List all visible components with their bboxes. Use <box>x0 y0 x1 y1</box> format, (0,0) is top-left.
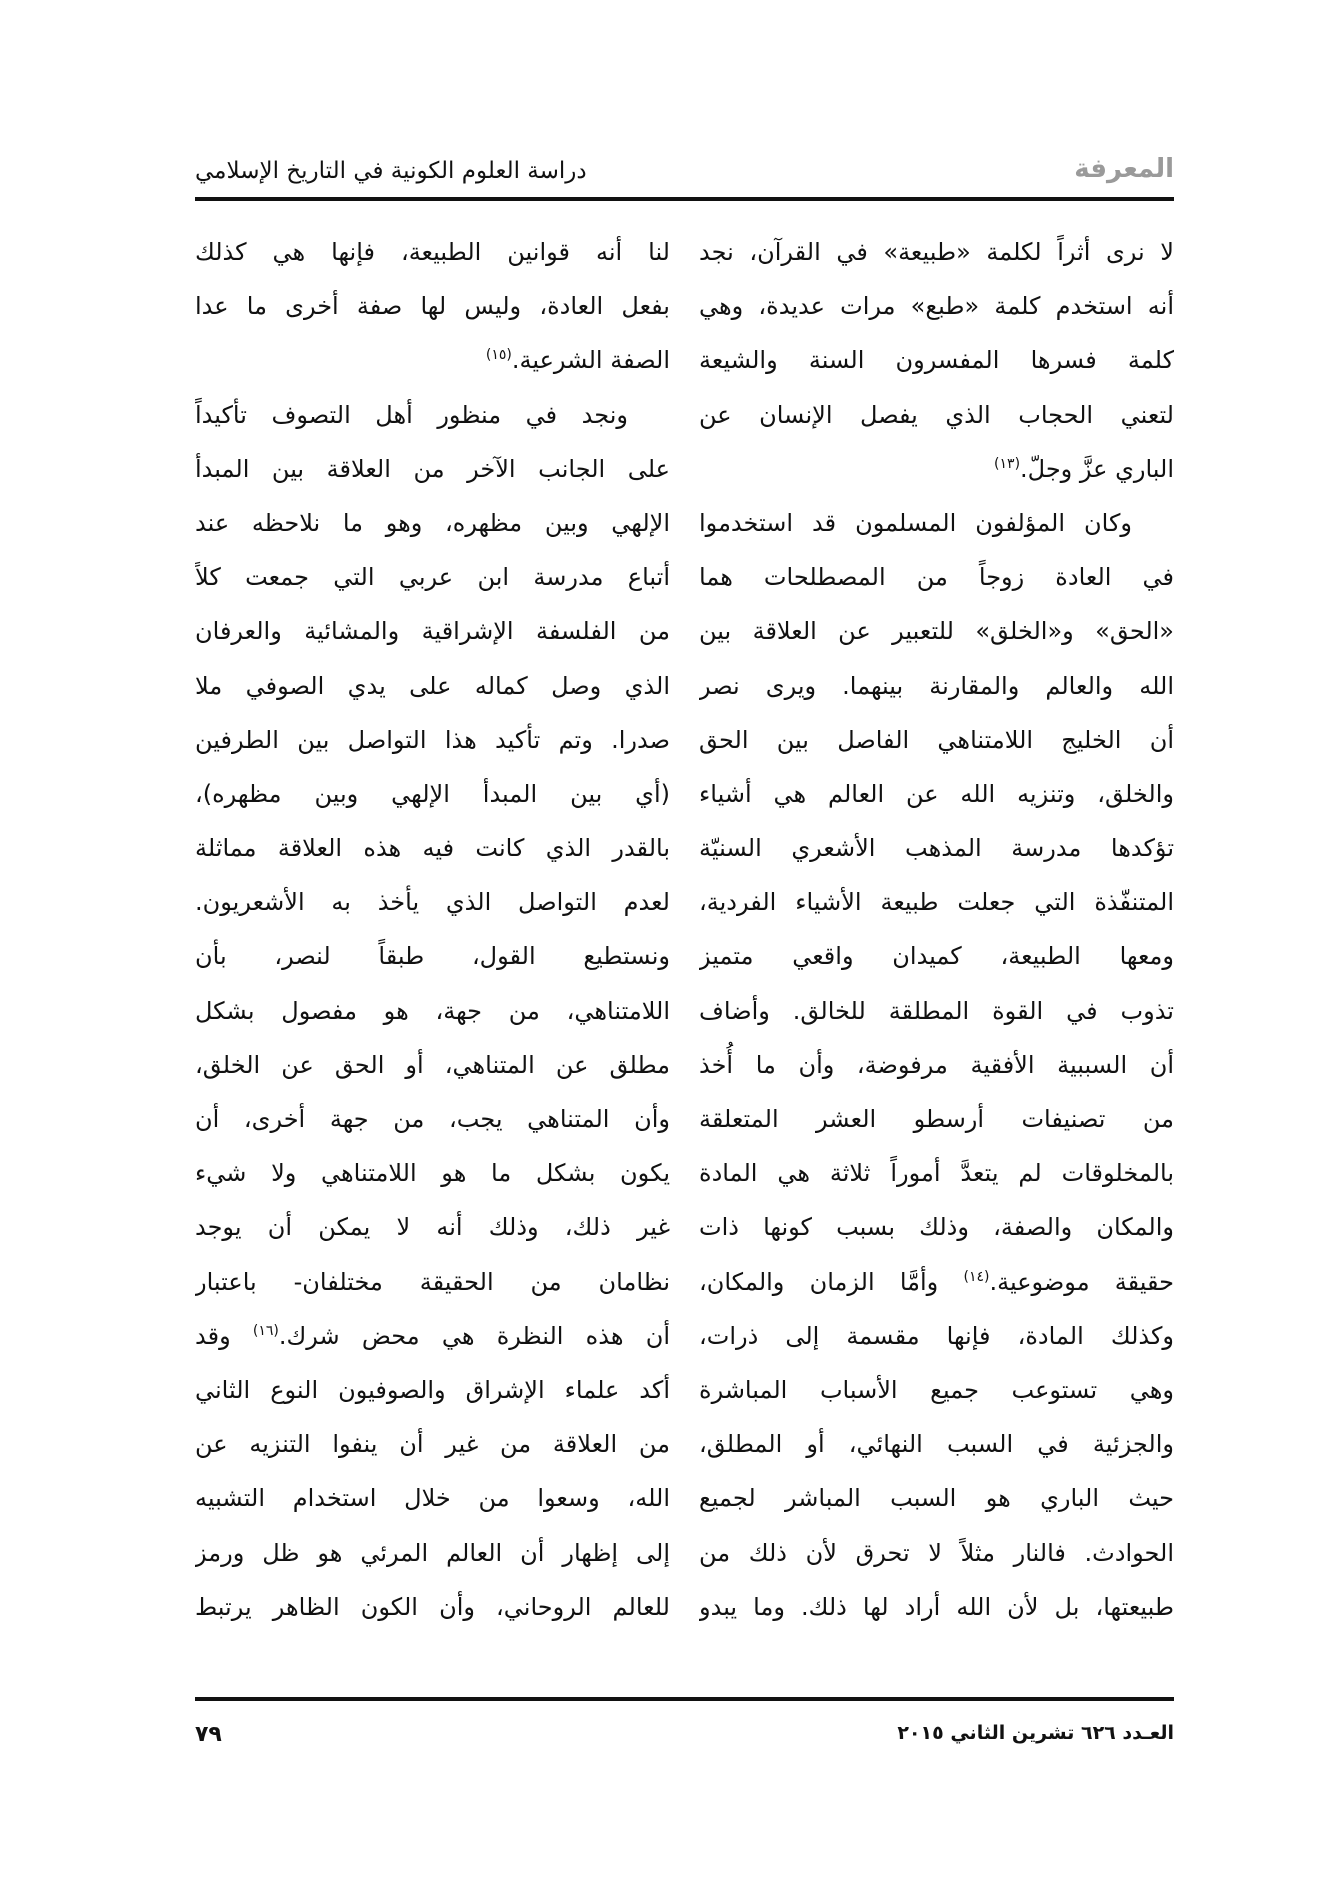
text-line <box>195 875 670 929</box>
line-text: لنا أنه قوانين الطبيعة، فإنها هي كذلك <box>195 238 670 266</box>
text-line <box>195 388 670 442</box>
line-text: وكان المؤلفون المسلمون قد استخدموا <box>699 508 1132 537</box>
text-line <box>195 1526 670 1580</box>
line-text: وأن المتناهي يجب، من جهة أخرى، أن <box>195 1105 670 1133</box>
page-header <box>195 150 1174 194</box>
line-text: أن هذه النظرة هي محض شرك. <box>278 1321 670 1350</box>
line-text: بفعل العادة، وليس لها صفة أخرى ما عدا <box>195 292 670 321</box>
line-text: تذوب في القوة المطلقة للخالق. وأضاف <box>699 996 1174 1025</box>
line-text: المتنفّذة التي جعلت طبيعة الأشياء الفردية، <box>699 888 1174 917</box>
text-line <box>195 1363 670 1417</box>
line-text: وكذلك المادة، فإنها مقسمة إلى ذرات، <box>699 1321 1174 1350</box>
text-line <box>699 1471 1174 1525</box>
text-line <box>699 929 1174 983</box>
line-text-continued: وقد <box>195 1321 253 1350</box>
text-line <box>699 875 1174 929</box>
text-line <box>195 1255 670 1309</box>
line-text: وهي تستوعب جميع الأسباب المباشرة <box>699 1375 1174 1404</box>
line-text: الحوادث. فالنار مثلاً لا تحرق لأن ذلك من <box>699 1538 1174 1567</box>
line-text: الذي وصل كماله على يدي الصوفي ملا <box>195 671 670 700</box>
line-text: لا نرى أثراً لكلمة «طبيعة» في القرآن، نجد <box>699 238 1174 266</box>
text-line <box>195 1471 670 1525</box>
text-line <box>195 604 670 658</box>
line-text: الصفة الشرعية. <box>511 346 670 375</box>
line-text: أكد علماء الإشراق والصوفيون النوع الثاني <box>195 1375 670 1404</box>
line-text: كلمة فسرها المفسرون السنة والشيعة <box>699 346 1174 375</box>
footnote-ref: (١٣) <box>994 455 1021 472</box>
text-line <box>699 1200 1174 1254</box>
text-line <box>195 1417 670 1471</box>
line-text: من العلاقة من غير أن ينفوا التنزيه عن <box>195 1430 670 1459</box>
line-text: الباري عزَّ وجلّ. <box>1020 454 1174 483</box>
line-text: أن الخليج اللامتناهي الفاصل بين الحق <box>699 725 1174 754</box>
line-text: حقيقة موضوعية. <box>989 1267 1174 1296</box>
line-text: لتعني الحجاب الذي يفصل الإنسان عن <box>699 400 1174 429</box>
text-line <box>195 821 670 875</box>
line-text: اللامتناهي، من جهة، هو مفصول بشكل <box>195 996 670 1025</box>
text-line <box>195 1146 670 1200</box>
footnote-ref: (١٦) <box>252 1322 279 1339</box>
text-line <box>195 767 670 821</box>
text-line <box>699 767 1174 821</box>
text-line <box>195 225 670 279</box>
text-line <box>699 1146 1174 1200</box>
line-text: والخلق، وتنزيه الله عن العالم هي أشياء <box>699 779 1174 808</box>
line-text: غير ذلك، وذلك أنه لا يمكن أن يوجد <box>195 1213 670 1242</box>
text-line <box>699 442 1174 496</box>
line-text: بالمخلوقات لم يتعدَّ أموراً ثلاثة هي المادة <box>699 1159 1174 1188</box>
line-text: الله، وسعوا من خلال استخدام التشبيه <box>195 1484 670 1513</box>
text-line <box>195 1580 670 1634</box>
text-line <box>699 550 1174 604</box>
text-line <box>195 1309 670 1363</box>
line-text: ومعها الطبيعة، كميدان واقعي متميز <box>699 942 1174 971</box>
text-line <box>195 659 670 713</box>
text-line <box>699 604 1174 658</box>
text-line <box>195 1092 670 1146</box>
text-line <box>699 279 1174 333</box>
header-rule <box>195 197 1174 201</box>
line-text: من الفلسفة الإشراقية والمشائية والعرفان <box>195 617 670 646</box>
line-text: بالقدر الذي كانت فيه هذه العلاقة مماثلة <box>195 834 670 863</box>
page-footer <box>195 1722 1174 1762</box>
line-text: ونجد في منظور أهل التصوف تأكيداً <box>195 400 628 429</box>
text-line <box>699 1255 1174 1309</box>
line-text: الإلهي وبين مظهره، وهو ما نلاحظه عند <box>195 508 670 537</box>
text-line <box>699 1092 1174 1146</box>
text-line <box>699 333 1174 387</box>
text-line <box>699 1038 1174 1092</box>
line-text: تؤكدها مدرسة المذهب الأشعري السنيّة <box>699 834 1174 863</box>
line-text: طبيعتها، بل لأن الله أراد لها ذلك. وما يبدو <box>699 1592 1174 1621</box>
line-text: والجزئية في السبب النهائي، أو المطلق، <box>699 1430 1174 1459</box>
text-line <box>195 929 670 983</box>
running-title: دراسة العلوم الكونية في التاريخ الإسلامي <box>195 158 587 184</box>
text-line <box>699 984 1174 1038</box>
text-line <box>699 225 1174 279</box>
line-text: أنه استخدم كلمة «طبع» مرات عديدة، وهي <box>699 292 1174 321</box>
journal-logo: المعرفة <box>1074 154 1174 184</box>
text-line <box>195 550 670 604</box>
issue-info: العـدد ٦٢٦ تشرين الثاني ٢٠١٥ <box>897 1722 1174 1744</box>
text-line <box>195 496 670 550</box>
text-line <box>699 1526 1174 1580</box>
footnote-ref: (١٥) <box>485 347 512 364</box>
line-text: إلى إظهار أن العالم المرئي هو ظل ورمز <box>195 1538 670 1567</box>
text-line <box>195 1038 670 1092</box>
line-text: يكون بشكل ما هو اللامتناهي ولا شيء <box>195 1159 670 1188</box>
line-text: من تصنيفات أرسطو العشر المتعلقة <box>699 1105 1174 1133</box>
line-text: للعالم الروحاني، وأن الكون الظاهر يرتبط <box>195 1592 670 1621</box>
text-line <box>195 279 670 333</box>
page-number: ٧٩ <box>195 1722 222 1747</box>
text-line <box>195 984 670 1038</box>
line-text: والمكان والصفة، وذلك بسبب كونها ذات <box>699 1213 1174 1242</box>
line-text-continued: وأمَّا الزمان والمكان، <box>699 1267 964 1296</box>
line-text: حيث الباري هو السبب المباشر لجميع <box>699 1484 1174 1513</box>
text-line <box>699 496 1174 550</box>
line-text: «الحق» و«الخلق» للتعبير عن العلاقة بين <box>699 617 1174 646</box>
line-text: ونستطيع القول، طبقاً لنصر، بأن <box>195 942 670 971</box>
text-line <box>195 333 670 387</box>
text-line <box>699 1309 1174 1363</box>
text-line <box>699 713 1174 767</box>
line-text: أن السببية الأفقية مرفوضة، وأن ما أُخذ <box>699 1050 1174 1079</box>
text-line <box>699 821 1174 875</box>
line-text: لعدم التواصل الذي يأخذ به الأشعريون. <box>195 888 670 917</box>
line-text: صدرا. وتم تأكيد هذا التواصل بين الطرفين <box>195 725 670 754</box>
text-line <box>195 1200 670 1254</box>
line-text: نظامان من الحقيقة مختلفان- باعتبار <box>195 1267 670 1296</box>
line-text: أتباع مدرسة ابن عربي التي جمعت كلاً <box>195 563 670 592</box>
text-line <box>195 442 670 496</box>
text-line <box>699 388 1174 442</box>
text-column-right <box>699 225 1174 1634</box>
text-line <box>699 659 1174 713</box>
line-text: (أي بين المبدأ الإلهي وبين مظهره)، <box>195 779 670 808</box>
footnote-ref: (١٤) <box>963 1268 990 1285</box>
text-line <box>699 1580 1174 1634</box>
line-text: في العادة زوجاً من المصطلحات هما <box>699 563 1174 592</box>
text-line <box>699 1363 1174 1417</box>
line-text: الله والعالم والمقارنة بينهما. ويرى نصر <box>699 671 1174 700</box>
line-text: مطلق عن المتناهي، أو الحق عن الخلق، <box>195 1050 670 1079</box>
text-column-left <box>195 225 670 1634</box>
text-line <box>195 713 670 767</box>
text-line <box>699 1417 1174 1471</box>
line-text: على الجانب الآخر من العلاقة بين المبدأ <box>195 454 670 483</box>
footer-rule <box>195 1697 1174 1701</box>
